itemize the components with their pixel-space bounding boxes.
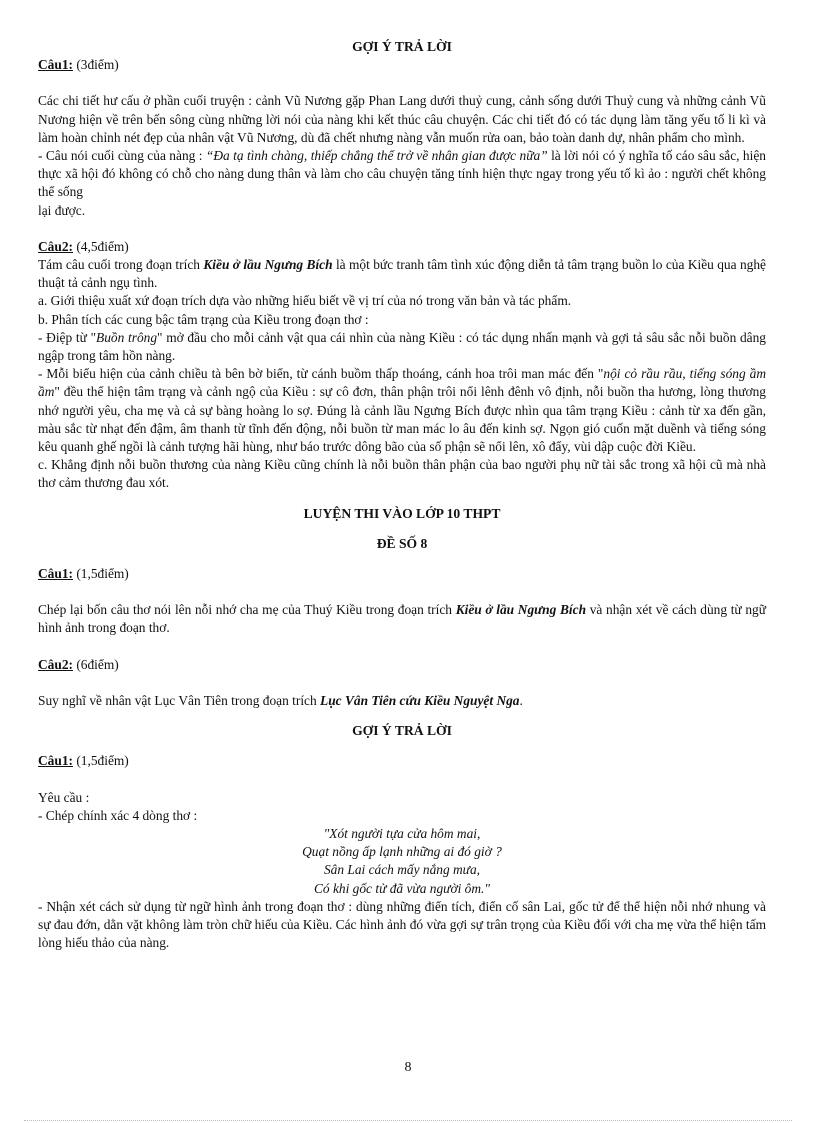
question-label: Câu1: bbox=[38, 566, 73, 582]
requirement: Yêu cầu : bbox=[38, 789, 90, 805]
section-heading: GỢI Ý TRẢ LỜI bbox=[352, 39, 452, 54]
exam-heading: LUYỆN THI VÀO LỚP 10 THPT bbox=[303, 505, 501, 521]
answer-paragraph-end: lại được. bbox=[38, 202, 86, 218]
answer-item: - Điệp từ "Buồn trông" mở đầu cho mỗi cảnh vật qua cái nhìn của nàng Kiều : có tác dụng nhấn mạnh và gợi tả sâu sắc nỗi buồn dâng ngập trong tâm hồn nàng. bbox=[38, 329, 766, 364]
answer-paragraph: Các chi tiết hư cấu ở phần cuối truyện : cảnh Vũ Nương gặp Phan Lang dưới thuỷ cung, cảnh sống dưới Thuỷ cung và những cảnh Vũ Nương hiện về trên bến sông cùng những lời nói của nàng khi kết thúc câu chuyện. Các chi tiết đó có tác dụng làm tăng yếu tố li kì và làm hoàn chỉnh nét đẹp của nhân vật Vũ Nương, dù đã chết nhưng nàng vẫn muốn rửa oan, bảo toàn danh dự, nhân phẩm cho mình. bbox=[38, 93, 766, 145]
page-number: 8 bbox=[404, 1060, 412, 1075]
work-title: Kiều ở lầu Ngưng Bích bbox=[203, 257, 333, 273]
answer-item: b. Phân tích các cung bậc tâm trạng của Kiều trong đoạn thơ : bbox=[38, 311, 369, 327]
quote: “Đa tạ tình chàng, thiếp chẳng thể trở về nhân gian được nữa” bbox=[205, 148, 548, 164]
poem-line: "Xót người tựa cửa hôm mai, bbox=[323, 825, 481, 841]
question-text: Suy nghĩ về nhân vật Lục Vân Tiên trong đoạn trích Lục Vân Tiên cứu Kiều Nguyệt Nga. bbox=[38, 692, 523, 708]
answer-item: - Mỗi biểu hiện của cảnh chiều tà bên bờ biển, từ cánh buồm thấp thoáng, cánh hoa trôi man mác đến "nội cỏ rầu rầu, tiếng sóng ầm ầm" đều thể hiện tâm trạng và cảnh ngộ của Kiều : sự cô đơn, thân phận trôi nổi lênh đênh vô định, nỗi buồn tha hương, lòng thương nhớ người yêu, cha mẹ và cả sự bàng hoàng lo sợ. Đúng là cảnh lầu Ngưng Bích được nhìn qua tâm trạng Kiều : cảnh từ xa đến gần, màu sắc từ nhạt đến đậm, âm thanh từ tĩnh đến động, nỗi buồn từ man mác lo âu đến kinh sợ. Ngọn gió cuốn mặt duềnh và tiếng sóng kêu quanh ghế ngồi là cảnh tượng hãi hùng, như báo trước dông bão của số phận sẽ nổi lên, xô đẩy, vùi dập cuộc đời Kiều. bbox=[38, 366, 766, 455]
question-points: (1,5điểm) bbox=[76, 566, 129, 582]
answer-paragraph: Tám câu cuối trong đoạn trích Kiều ở lầu Ngưng Bích là một bức tranh tâm tình xúc động diễn tả tâm trạng buồn lo của Kiều qua nghệ thuật tả cảnh ngụ tình. bbox=[38, 257, 766, 291]
answer-paragraph: - Câu nói cuối cùng của nàng : “Đa tạ tình chàng, thiếp chẳng thể trở về nhân gian được nữa” là lời nói có ý nghĩa tố cáo sâu sắc, hiện thực xã hội đó không có chỗ cho nàng dung thân và làm cho câu chuyện tăng tính hiện thực ngay trong yếu tố kì ảo : người chết không thể sống bbox=[38, 148, 766, 200]
question-header bbox=[38, 56, 766, 74]
question-points: (6điểm) bbox=[76, 656, 119, 672]
answer-item: a. Giới thiệu xuất xứ đoạn trích dựa vào những hiểu biết về vị trí của nó trong văn bản và tác phẩm. bbox=[38, 293, 572, 309]
question-header bbox=[38, 238, 766, 256]
page-divider bbox=[24, 1120, 792, 1121]
section-heading: GỢI Ý TRẢ LỜI bbox=[352, 723, 452, 739]
question-header bbox=[38, 752, 766, 770]
question-label: Câu1: bbox=[38, 753, 73, 769]
question-label: Câu1: bbox=[38, 57, 73, 73]
exam-number: ĐỀ SỐ 8 bbox=[376, 535, 428, 551]
question-points: (1,5điểm) bbox=[76, 753, 129, 769]
poem-line: Có khi gốc tử đã vừa người ôm." bbox=[313, 880, 490, 896]
requirement-item: - Nhận xét cách sử dụng từ ngữ hình ảnh trong đoạn thơ : dùng những điển tích, điển cố sân Lai, gốc tử để thể hiện nỗi nhớ nhung và sự đau đớn, dằn vặt không làm tròn chữ hiếu của Kiều. Các hình ảnh đó vừa gợi sự trân trọng của Kiều đối với cha mẹ vừa thể hiện tấm lòng hiếu thảo của nàng. bbox=[38, 898, 766, 951]
question-points: (4,5điểm) bbox=[76, 238, 129, 254]
question-label: Câu2: bbox=[38, 238, 73, 254]
document-page bbox=[38, 38, 766, 952]
answer-item: c. Khẳng định nỗi buồn thương của nàng Kiều cũng chính là nỗi buồn thân phận của bao người phụ nữ tài sắc trong xã hội cũ mà nhà thơ cảm thương đau xót. bbox=[38, 457, 766, 491]
question-header bbox=[38, 565, 766, 583]
question-header bbox=[38, 656, 766, 674]
poem-line: Quạt nồng ấp lạnh những ai đó giờ ? bbox=[302, 844, 502, 860]
question-label: Câu2: bbox=[38, 656, 73, 672]
question-text: Chép lại bốn câu thơ nói lên nỗi nhớ cha mẹ của Thuý Kiều trong đoạn trích Kiều ở lầu Ngưng Bích và nhận xét về cách dùng từ ngữ hình ảnh trong đoạn thơ. bbox=[38, 602, 767, 636]
requirement-item: - Chép chính xác 4 dòng thơ : bbox=[38, 807, 198, 823]
question-points: (3điểm) bbox=[76, 57, 119, 73]
poem-line: Sân Lai cách mấy nắng mưa, bbox=[323, 862, 481, 878]
